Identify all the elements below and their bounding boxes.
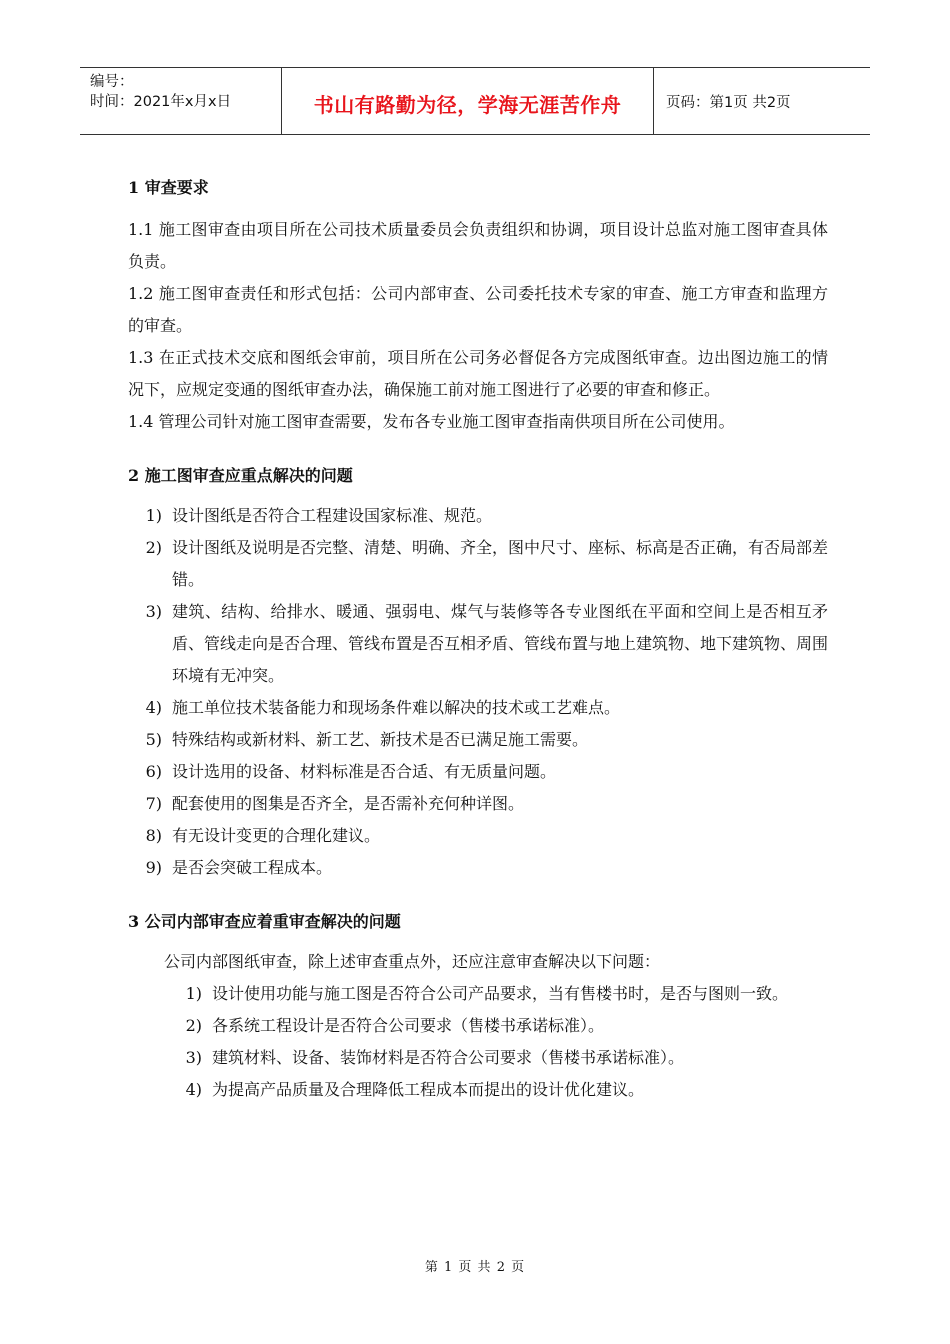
section-1-para-4: 1.4 管理公司针对施工图审查需要，发布各专业施工图审查指南供项目所在公司使用。: [128, 412, 735, 431]
header-meta-cell: [80, 68, 282, 134]
section-3-title: 3 公司内部审查应着重审查解决的问题: [128, 912, 401, 931]
header-motto: 书山有路勤为径，学海无涯苦作舟: [282, 68, 654, 134]
section-3-intro: 公司内部图纸审查，除上述审查重点外，还应注意审查解决以下问题：: [164, 952, 661, 971]
list-item: 2) 设计图纸及说明是否完整、清楚、明确、齐全，图中尺寸、座标、标高是否正确，有否局部差错。: [145, 538, 829, 589]
list-item: 1) 设计使用功能与施工图是否符合公司产品要求，当有售楼书时，是否与图则一致。: [185, 984, 789, 1003]
list-item: 8) 有无设计变更的合理化建议。: [145, 826, 381, 845]
list-item: 7) 配套使用的图集是否齐全，是否需补充何种详图。: [145, 794, 525, 813]
list-item: 2) 各系统工程设计是否符合公司要求（售楼书承诺标准）。: [185, 1016, 605, 1035]
section-3-list: [174, 978, 828, 1106]
page-footer: 第 1 页 共 2 页: [424, 1260, 526, 1275]
list-item: 3) 建筑、结构、给排水、暖通、强弱电、煤气与装修等各专业图纸在平面和空间上是否相互矛盾、管线走向是否合理、管线布置是否互相矛盾、管线布置与地上建筑物、地下建筑物、周围环境有无冲突。: [145, 602, 829, 685]
document-body: [128, 176, 828, 1106]
section-1-para-1: 1.1 施工图审查由项目所在公司技术质量委员会负责组织和协调，项目设计总监对施工图审查具体负责。: [128, 220, 828, 271]
list-item: 9) 是否会突破工程成本。: [145, 858, 333, 877]
section-1-title: 1 审查要求: [128, 178, 209, 197]
document-header: [80, 67, 870, 135]
section-1-para-3: 1.3 在正式技术交底和图纸会审前，项目所在公司务必督促各方完成图纸审查。边出图边施工的情况下，应规定变通的图纸审查办法，确保施工前对施工图进行了必要的审查和修正。: [128, 348, 828, 399]
list-item: 6) 设计选用的设备、材料标准是否合适、有无质量问题。: [145, 762, 557, 781]
section-1-para-2: 1.2 施工图审查责任和形式包括：公司内部审查、公司委托技术专家的审查、施工方审查和监理方的审查。: [128, 284, 828, 335]
header-page-info: 页码：第1页 共2页: [666, 94, 791, 111]
list-item: 4) 施工单位技术装备能力和现场条件难以解决的技术或工艺难点。: [145, 698, 621, 717]
list-item: 3) 建筑材料、设备、装饰材料是否符合公司要求（售楼书承诺标准）。: [185, 1048, 685, 1067]
section-2-title: 2 施工图审查应重点解决的问题: [128, 466, 353, 485]
list-item: 5) 特殊结构或新材料、新工艺、新技术是否已满足施工需要。: [145, 730, 589, 749]
section-2-list: [134, 500, 828, 884]
document-number-label: 编号：: [90, 74, 134, 90]
document-time-label: 时间：2021年x月x日: [90, 94, 232, 110]
list-item: 1) 设计图纸是否符合工程建设国家标准、规范。: [145, 506, 493, 525]
list-item: 4) 为提高产品质量及合理降低工程成本而提出的设计优化建议。: [185, 1080, 645, 1099]
